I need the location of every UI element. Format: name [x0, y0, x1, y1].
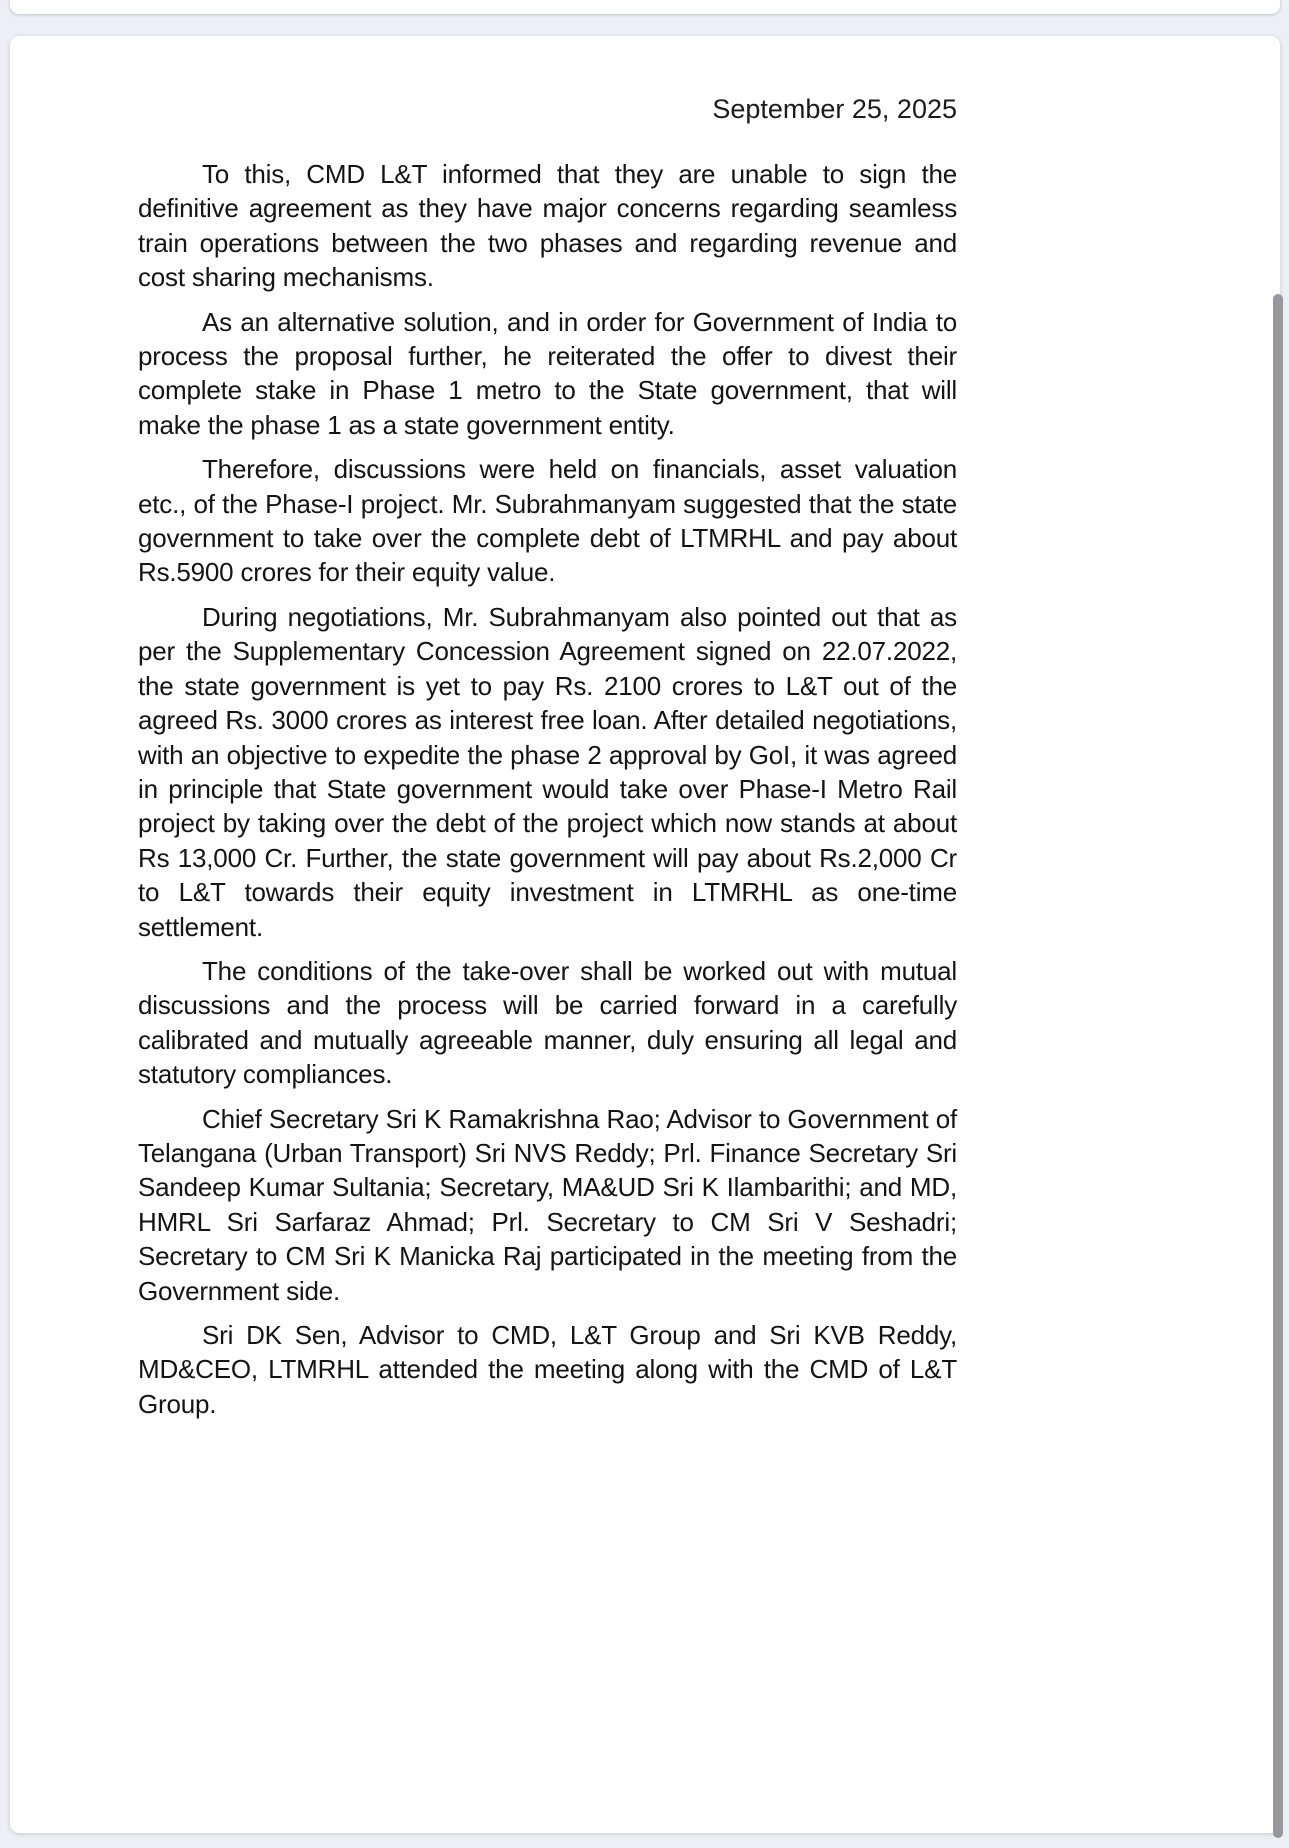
paragraph-negotiations: During negotiations, Mr. Subrahmanyam also pointed out that as per the Supplementary Concession Agreement signed on 22.07.2022, the state government is yet to pay Rs. 2100 crores to L&T out of the agreed Rs. 3000 crores as interest free loan. After detailed negotiations, with an objective to expedite the phase 2 approval by GoI, it was agreed in principle that State government would take over Phase-I Metro Rail project by taking over the debt of the project which now stands at about Rs 13,000 Cr. Further, the state government will pay about Rs.2,000 Cr to L&T towards their equity investment in LTMRHL as one-time settlement. — [138, 601, 957, 942]
paragraph-financial-discussions: Therefore, discussions were held on financials, asset valuation etc., of the Phase-I project. Mr. Subrahmanyam suggested that the state government to take over the complete debt of LTMRHL and pay about Rs.5900 crores for their equity value. — [138, 454, 957, 588]
document-date: September 25, 2025 — [712, 94, 957, 124]
paragraph-lt-attendees: Sri DK Sen, Advisor to CMD, L&T Group and Sri KVB Reddy, MD&CEO, LTMRHL attended the meeting along with the CMD of L&T Group. — [138, 1320, 957, 1419]
paragraph-takeover-conditions: The conditions of the take-over shall be worked out with mutual discussions and the process will be carried forward in a carefully calibrated and mutually agreeable manner, duly ensuring all legal and statutory compliances. — [138, 955, 957, 1090]
document-page — [10, 36, 1280, 1833]
paragraph-government-attendees: Chief Secretary Sri K Ramakrishna Rao; Advisor to Government of Telangana (Urban Transport) Sri NVS Reddy; Prl. Finance Secretary Sri Sandeep Kumar Sultania; Secretary, MA&UD Sri K Ilambarithi; and MD, HMRL Sri Sarfaraz Ahmad; Prl. Secretary to CM Sri V Seshadri; Secretary to CM Sri K Manicka Raj participated in the meeting from the Government side. — [138, 1103, 957, 1306]
paragraph-cmd-concerns: To this, CMD L&T informed that they are unable to sign the definitive agreement as they have major concerns regarding seamless train operations between the two phases and regarding revenue and cost sharing mechanisms. — [138, 159, 957, 293]
paragraph-alternative-solution: As an alternative solution, and in order for Government of India to process the proposal further, he reiterated the offer to divest their complete stake in Phase 1 metro to the State government, that will make the phase 1 as a state government entity. — [138, 306, 957, 440]
previous-page-edge — [10, 0, 1280, 14]
scrollbar-thumb[interactable] — [1273, 294, 1283, 1838]
